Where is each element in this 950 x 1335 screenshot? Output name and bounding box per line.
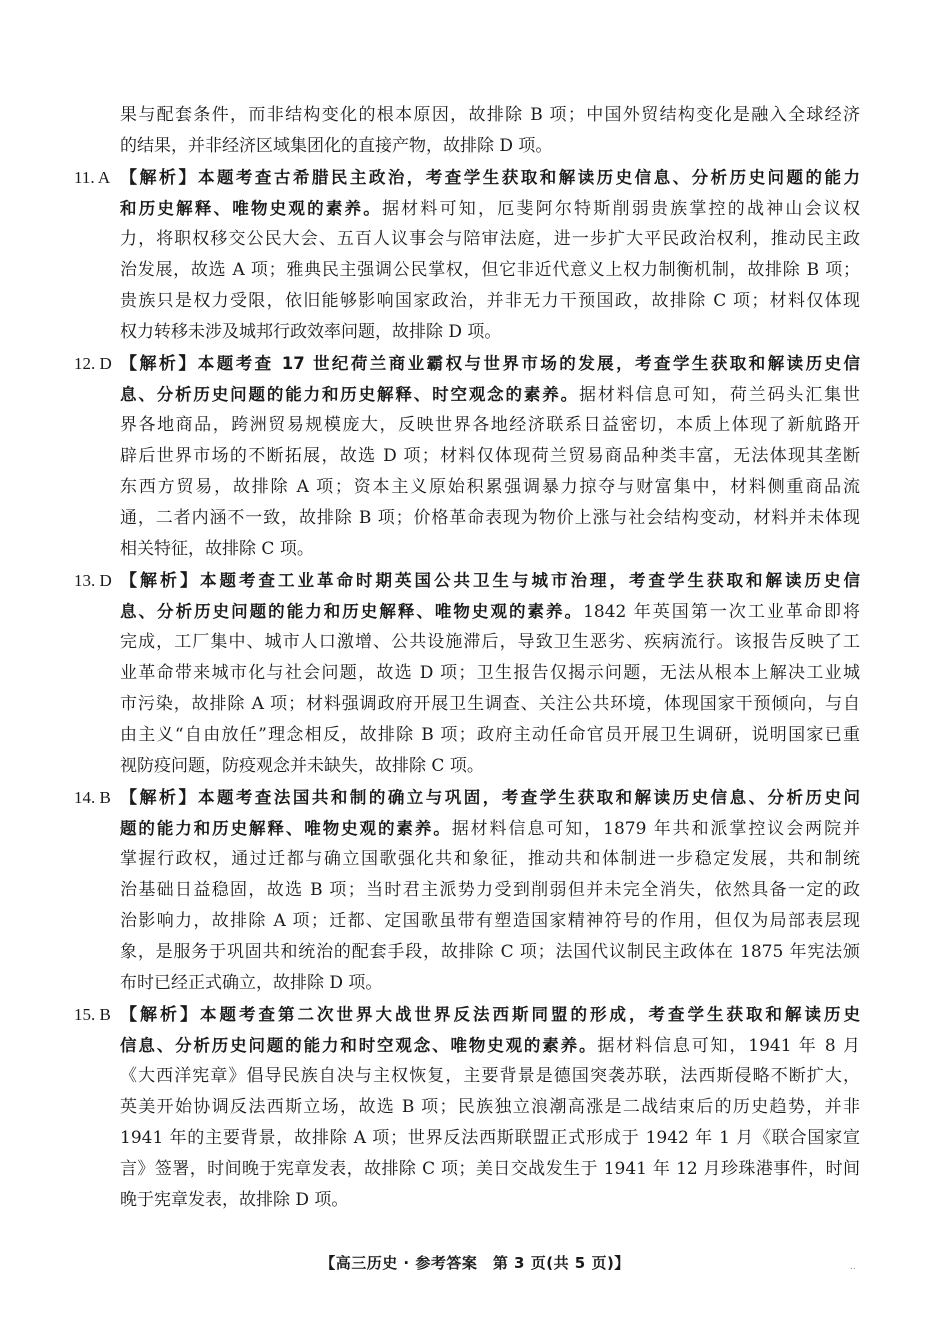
analysis-text: 治影响力，故排除 A 项；迁都、定国歌虽带有塑造国家精神符号的作用，但仅为局部表层现: [120, 911, 860, 931]
corner-mark: ..: [850, 1262, 856, 1272]
analysis-text: 象，是服务于巩固共和统治的配套手段，故排除 C 项；法国代议制民主政体在 1875 年宪法颁: [120, 942, 860, 962]
answer-number: 13. D: [74, 571, 112, 590]
analysis-text: 权力转移未涉及城邦行政效率问题，故排除 D 项。: [120, 322, 502, 342]
analysis-text: 布时已经正式确立，故排除 D 项。: [120, 973, 383, 993]
answer-line: [120, 534, 860, 565]
intro-paragraph: [120, 100, 860, 162]
answer-line: [120, 317, 860, 348]
answer-line: [120, 968, 860, 999]
answer-number: 15. B: [74, 1005, 111, 1024]
analysis-text: 贵族只是权力受限，依旧能够影响国家政治，并非无力干预国政，故排除 C 项；材料仅体现: [120, 291, 860, 311]
analysis-text: 英美开始协调反法西斯立场，故选 B 项；民族独立浪潮高涨是二战结束后的历史趋势，并非: [120, 1097, 860, 1117]
analysis-text: 据材料信息可知，荷兰码头汇集世: [578, 385, 860, 405]
analysis-tag: 【解析】: [120, 571, 200, 591]
analysis-tag: 【解析】: [120, 168, 198, 188]
answer-line: [120, 844, 860, 875]
answer-line: [120, 720, 860, 751]
analysis-text: 相关特征，故排除 C 项。: [120, 539, 314, 559]
analysis-text: 市污染，故排除 A 项；材料强调政府开展卫生调查、关注公共环境，体现国家干预倾向，与自: [120, 694, 860, 714]
answer-line: [120, 472, 860, 503]
analysis-text: 力，将职权移交公民大会、五百人议事会与陪审法庭，进一步扩大平民政治权利，推动民主政: [120, 229, 860, 249]
answer-line: [120, 658, 860, 689]
answer-line: [120, 1154, 860, 1185]
answer-line: [120, 627, 860, 658]
analysis-summary: 本题考查第二次世界大战世界反法西斯同盟的形成，考查学生获取和解读历史: [200, 1005, 860, 1024]
analysis-text: 东西方贸易，故排除 A 项；资本主义原始积累强调暴力掠夺与财富集中，材料侧重商品流: [120, 477, 860, 497]
answer-line: [120, 1030, 860, 1061]
analysis-text: 辟后世界市场的不断拓展，故选 D 项；材料仅体现荷兰贸易商品种类丰富，无法体现其垄断: [120, 446, 860, 466]
answer-number: 12. D: [74, 354, 112, 373]
analysis-summary: 本题考查 17 世纪荷兰商业霸权与世界市场的发展，考查学生获取和解读历史信: [197, 354, 860, 373]
intro-line-2: 的结果，并非经济区域集团化的直接产物，故排除 D 项。: [120, 136, 553, 156]
answer-number: 11. A: [74, 168, 111, 187]
answer-line: [120, 906, 860, 937]
analysis-summary: 信息、分析历史问题的能力和时空观念、唯物史观的素养。: [120, 1036, 598, 1055]
analysis-summary: 息、分析历史问题的能力和历史解释、时空观念的素养。: [120, 385, 579, 404]
answer-number: 14. B: [74, 788, 111, 807]
analysis-tag: 【解析】: [120, 788, 198, 808]
answer-item: [74, 782, 860, 999]
answer-line: [120, 565, 860, 596]
analysis-tag: 【解析】: [120, 354, 198, 374]
answer-line: [120, 1061, 860, 1092]
analysis-text: 晚于宪章发表，故排除 D 项。: [120, 1190, 349, 1210]
answer-line: [120, 162, 860, 193]
analysis-summary: 息、分析历史问题的能力和历史解释、唯物史观的素养。: [120, 602, 584, 621]
answer-line: [120, 224, 860, 255]
answer-line: [120, 1185, 860, 1216]
answer-line: [120, 286, 860, 317]
analysis-summary: 和历史解释、唯物史观的素养。: [120, 199, 382, 218]
answer-line: [120, 410, 860, 441]
analysis-text: 《大西洋宪章》倡导民族自决与主权恢复，主要背景是德国突袭苏联，法西斯侵略不断扩大，: [120, 1066, 860, 1086]
answer-item: [74, 565, 860, 782]
answer-line: [120, 255, 860, 286]
answer-item: [74, 348, 860, 565]
analysis-text: 完成，工厂集中、城市人口激增、公共设施滞后，导致卫生恶劣、疾病流行。该报告反映了工: [120, 632, 860, 652]
answer-line: [120, 751, 860, 782]
analysis-summary: 题的能力和历史解释、唯物史观的素养。: [120, 819, 452, 838]
analysis-text: 业革命带来城市化与社会问题，故选 D 项；卫生报告仅揭示问题，无法从根本上解决工业城: [120, 663, 860, 683]
analysis-text: 治基础日益稳固，故选 B 项；当时君主派势力受到削弱但并未完全消失，依然具备一定的政: [120, 880, 860, 900]
answer-line: [120, 999, 860, 1030]
analysis-summary: 本题考查法国共和制的确立与巩固，考查学生获取和解读历史信息、分析历史问: [197, 788, 860, 807]
answer-line: [120, 937, 860, 968]
analysis-text: 视防疫问题，防疫观念并未缺失，故排除 C 项。: [120, 756, 484, 776]
answer-line: [120, 379, 860, 410]
analysis-summary: 本题考查古希腊民主政治，考查学生获取和解读历史信息、分析历史问题的能力: [197, 168, 860, 187]
answer-line: [120, 1123, 860, 1154]
analysis-tag: 【解析】: [120, 1005, 200, 1025]
analysis-text: 1941 年的主要背景，故排除 A 项；世界反法西斯联盟正式形成于 1942 年 1 月《联合国家宣: [120, 1128, 860, 1148]
analysis-text: 1842 年英国第一次工业革命即将: [583, 602, 860, 622]
answer-line: [120, 1092, 860, 1123]
analysis-text: 治发展，故选 A 项；雅典民主强调公民掌权，但它非近代意义上权力制衡机制，故排除 B 项；: [120, 260, 860, 280]
answer-line: [120, 875, 860, 906]
analysis-text: 据材料可知，厄斐阿尔特斯削弱贵族掌控的战神山会议权: [381, 199, 860, 219]
answer-line: [120, 441, 860, 472]
answer-line: [120, 596, 860, 627]
analysis-text: 由主义“自由放任”理念相反，故排除 B 项；政府主动任命官员开展卫生调研，说明国家已重: [120, 725, 860, 745]
intro-line-1: 果与配套条件，而非结构变化的根本原因，故排除 B 项；中国外贸结构变化是融入全球经济: [120, 105, 860, 125]
answer-line: [120, 689, 860, 720]
analysis-text: 掌握行政权，通过迁都与确立国歌强化共和象征，推动共和体制进一步稳定发展，共和制统: [120, 849, 860, 869]
analysis-text: 言》签署，时间晚于宪章发表，故排除 C 项；美日交战发生于 1941 年 12 月珍珠港事件，时间: [120, 1159, 860, 1179]
answer-item: [74, 162, 860, 348]
analysis-text: 通，二者内涵不一致，故排除 B 项；价格革命表现为物价上涨与社会结构变动，材料并未体现: [120, 508, 860, 528]
answer-line: [120, 813, 860, 844]
answer-line: [120, 193, 860, 224]
answer-line: [120, 348, 860, 379]
analysis-text: 界各地商品，跨洲贸易规模庞大，反映世界各地经济联系日益密切，本质上体现了新航路开: [120, 415, 860, 435]
analysis-text: 据材料信息可知，1941 年 8 月: [597, 1036, 860, 1056]
answer-line: [120, 782, 860, 813]
answer-line: [120, 503, 860, 534]
answer-item: [74, 999, 860, 1216]
analysis-summary: 本题考查工业革命时期英国公共卫生与城市治理，考查学生获取和解读历史信: [200, 571, 860, 590]
analysis-text: 据材料信息可知，1879 年共和派掌控议会两院并: [451, 819, 860, 839]
page-footer: 【高三历史 · 参考答案 第 3 页(共 5 页)】: [320, 1254, 630, 1272]
